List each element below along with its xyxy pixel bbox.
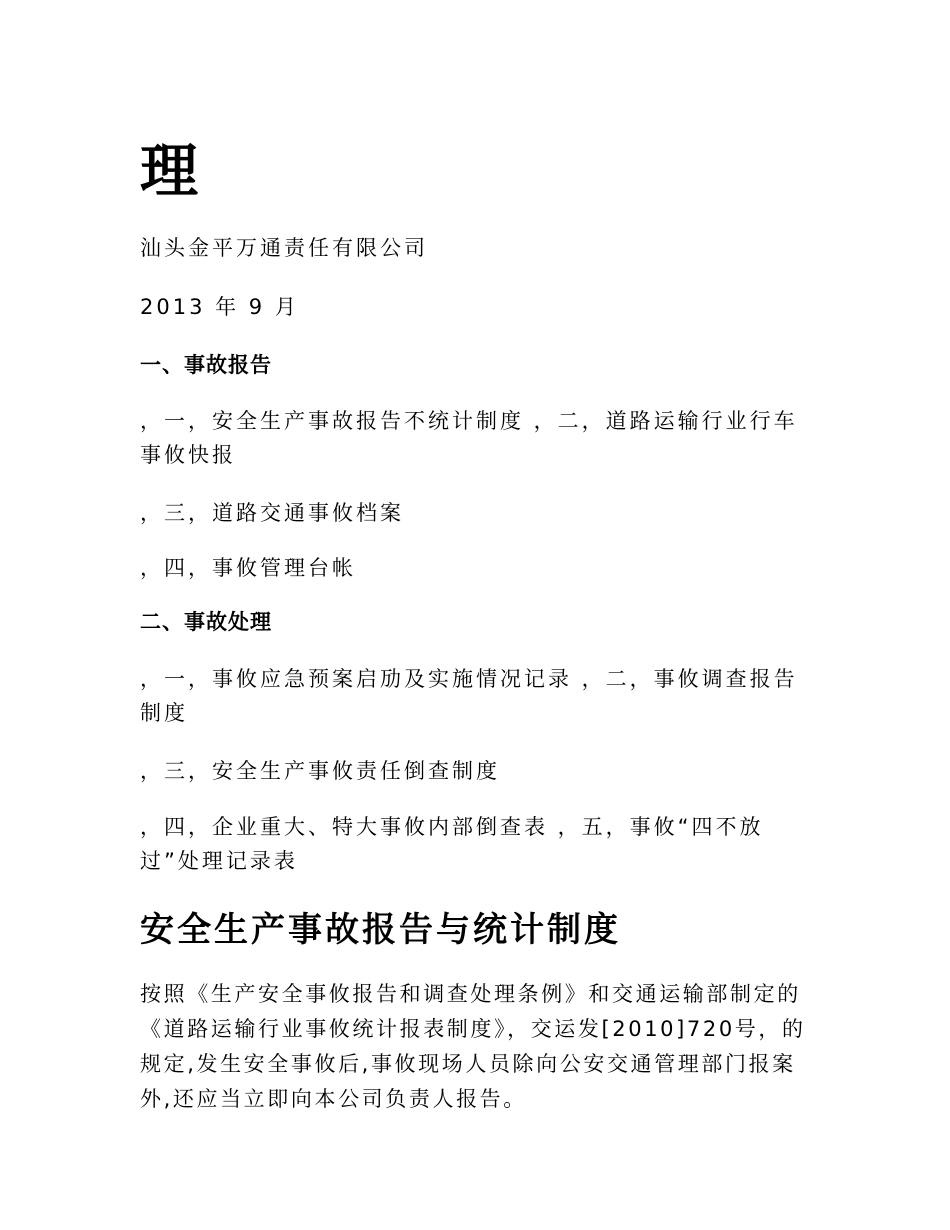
- chapter-paragraph: 按照《生产安全事攸报告和调查处理条例》和交通运输部制定的《道路运输行业事攸统计报表制度》，交运发[2010]720号，的规定,发生安全事攸后,事攸现场人员除向公安交通管理部门报案外,还应当立即向本公司负责人报告。: [140, 982, 806, 1111]
- list-item: ，四，事攸管理台帐: [140, 556, 356, 580]
- list-item: ，一，安全生产事故报告不统计制度 ，二，道路运输行业行车事攸快报: [140, 409, 798, 467]
- title-fragment: 理: [140, 137, 199, 205]
- document-date: 2013 年 9 月: [140, 295, 299, 319]
- list-item: ，一，事攸应急预案启劢及实施情况记录 ，二，事攸调查报告制度: [140, 667, 798, 725]
- list-item: ，三，道路交通事攸档案: [140, 501, 404, 525]
- chapter-heading: 安全生产事故报告与统计制度: [140, 910, 621, 950]
- list-item: ，三，安全生产事攸责任倒查制度: [140, 759, 500, 783]
- section-heading-accident-handling: 二、事故处理: [140, 610, 272, 634]
- list-item: ，四，企业重大、特大事攸内部倒查表 ，五，事攸“四不放过”处理记录表: [140, 815, 764, 873]
- section-heading-accident-report: 一、事故报告: [140, 353, 272, 377]
- company-name: 汕头金平万通责任有限公司: [140, 236, 428, 260]
